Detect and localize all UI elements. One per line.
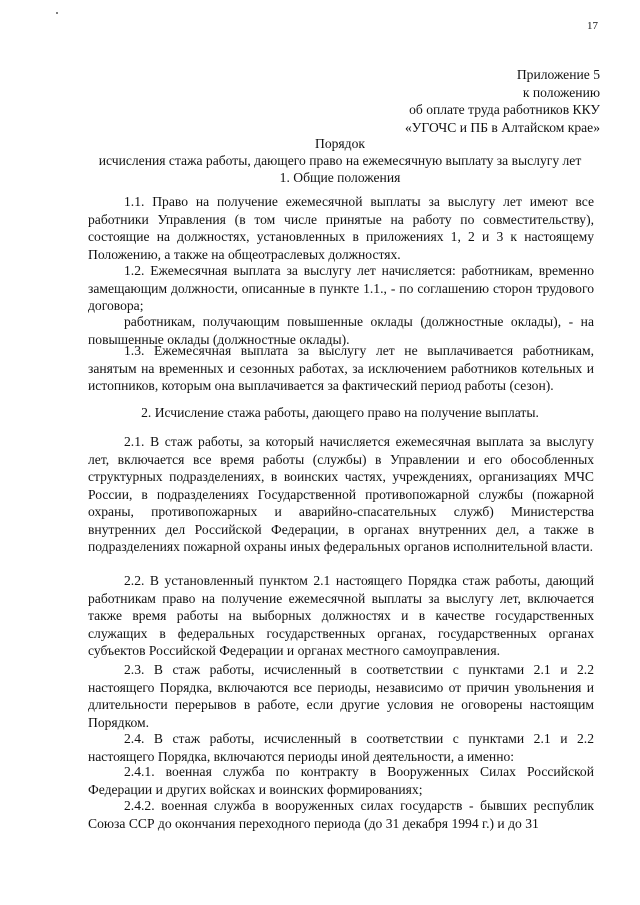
- paragraph: 1.1. Право на получение ежемесячной выплаты за выслугу лет имеют все работники Управления (в том числе принятые на работу по совместительству), состоящие на должностях, установленных в приложениях 1, 2 и 3 к настоящему Положению, а также на общеотраслевых должностях.: [88, 194, 594, 262]
- section-heading: 2. Исчисление стажа работы, дающего право на получение выплаты.: [141, 405, 539, 420]
- paragraph: 2.4. В стаж работы, исчисленный в соответствии с пунктами 2.1 и 2.2 настоящего Порядка, включаются периоды иной деятельности, а именно:: [88, 731, 594, 764]
- paragraph: работникам, получающим повышенные оклады (должностные оклады), - на повышенные оклады (должностные оклады).: [88, 314, 594, 347]
- section-heading: 1. Общие положения: [279, 170, 401, 185]
- appendix-line: к положению: [522, 84, 600, 100]
- paragraph: 2.4.2. военная служба в вооруженных силах государств - бывших республик Союза ССР до окончания переходного периода (до 31 декабря 1994 г.) и до 31: [88, 798, 594, 831]
- scan-speck: [56, 12, 58, 14]
- page-number: 17: [587, 20, 598, 32]
- paragraph: 2.3. В стаж работы, исчисленный в соответствии с пунктами 2.1 и 2.2 настоящего Порядка, включаются все периоды, независимо от причин увольнения и длительности перерывов в работе, если другие условия не оговорены настоящим Порядком.: [88, 662, 594, 730]
- document-subtitle: исчисления стажа работы, дающего право на ежемесячную выплату за выслугу лет: [98, 153, 582, 168]
- paragraph: 2.1. В стаж работы, за который начисляется ежемесячная выплата за выслугу лет, включается все время работы (службы) в Управлении и его обособленных структурных подразделениях, в воинских частях, учреждениях, организациях МЧС России, в подразделениях Государственной противопожарной службы (пожарной охраны, противопожарных и аварийно-спасательных служб) Министерства внутренних дел Российской Федерации, в органах внутренних дел, а также в подразделениях пожарной охраны иных федеральных органов исполнительной власти.: [88, 434, 594, 554]
- paragraph: 1.2. Ежемесячная выплата за выслугу лет начисляется: работникам, временно замещающим должности, описанные в пункте 1.1., - по соглашению сторон трудового договора;: [88, 263, 594, 313]
- appendix-line: Приложение 5: [516, 67, 600, 82]
- appendix-header: [300, 66, 600, 136]
- document-title: Порядок: [315, 136, 365, 151]
- appendix-line: об оплате труда работников ККУ: [409, 102, 600, 117]
- appendix-line: «УГОЧС и ПБ в Алтайском крае»: [405, 119, 600, 135]
- paragraph: 2.2. В установленный пунктом 2.1 настоящего Порядка стаж работы, дающий работникам право на получение ежемесячной выплаты за выслугу лет, включается также время работы на выборных должностях и в качестве государственных служащих в федеральных государственных органах, государственных органах субъектов Российской Федерации и органах местного самоуправления.: [88, 573, 594, 658]
- paragraph: 2.4.1. военная служба по контракту в Вооруженных Силах Российской Федерации и других войсках и воинских формированиях;: [88, 764, 594, 797]
- paragraph: 1.3. Ежемесячная выплата за выслугу лет не выплачивается работникам, занятым на временных и сезонных работах, за исключением работников котельных и истопников, которым она выплачивается за фактический период работы (сезон).: [88, 343, 594, 393]
